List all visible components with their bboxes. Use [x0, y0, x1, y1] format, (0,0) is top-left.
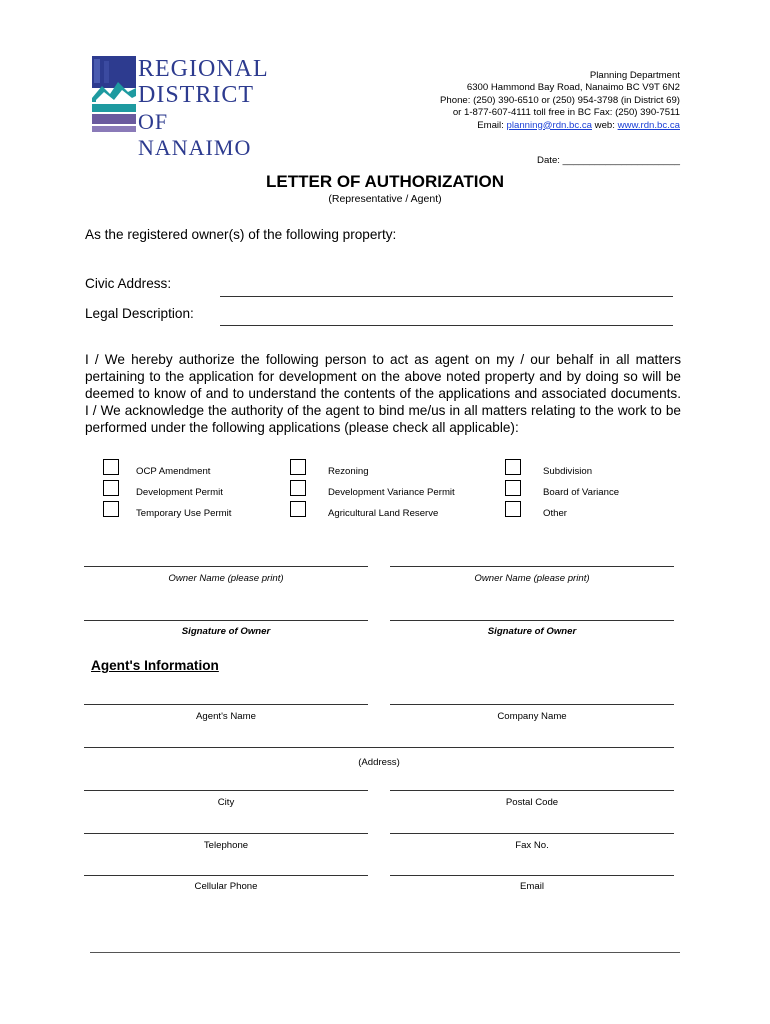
web-link[interactable]: www.rdn.bc.ca — [617, 119, 680, 131]
email-label: Email — [520, 881, 544, 892]
checkbox-rezoning[interactable] — [290, 459, 306, 475]
postal-code-label: Postal Code — [505, 797, 559, 808]
email-web-line — [440, 120, 680, 132]
label-board-of-variance: Board of Variance — [543, 487, 620, 498]
civic-address-label: Civic Address: — [85, 276, 172, 291]
email-line[interactable] — [390, 875, 674, 876]
owner-signature-line-1[interactable] — [84, 620, 368, 621]
document-subtitle: (Representative / Agent) — [328, 193, 442, 205]
company-name-label: Company Name — [497, 711, 567, 722]
intro-text: As the registered owner(s) of the following property: — [85, 227, 397, 242]
checkbox-temporary-use-permit[interactable] — [103, 501, 119, 517]
label-other: Other — [543, 508, 567, 519]
owner-name-line-2[interactable] — [390, 566, 674, 567]
tollfree-line: or 1-877-607-4111 toll free in BC Fax: (250) 390-7511 — [452, 107, 680, 119]
telephone-line[interactable] — [84, 833, 368, 834]
checkbox-ocp-amendment[interactable] — [103, 459, 119, 475]
phone-line: Phone: (250) 390-6510 or (250) 954-3798 (in District 69) — [440, 94, 680, 106]
fax-label: Fax No. — [515, 840, 549, 851]
checkbox-agricultural-land-reserve[interactable] — [290, 501, 306, 517]
contact-block — [440, 70, 680, 132]
address-label: (Address) — [358, 757, 400, 768]
agent-name-line[interactable] — [84, 704, 368, 705]
logo-line-regional: REGIONAL — [138, 56, 269, 82]
logo-line-district: DISTRICT — [138, 82, 254, 108]
date-field[interactable]: Date: ______________________ — [537, 155, 680, 166]
fax-line[interactable] — [390, 833, 674, 834]
agents-information-heading: Agent's Information — [91, 658, 219, 673]
civic-address-line[interactable] — [220, 296, 673, 297]
web-label: web: — [594, 119, 615, 131]
city-label: City — [217, 797, 235, 808]
label-development-permit: Development Permit — [136, 487, 223, 498]
label-development-variance-permit: Development Variance Permit — [328, 487, 455, 498]
owner-signature-label-1: Signature of Owner — [181, 626, 271, 637]
rdn-logo-mark — [92, 56, 136, 134]
label-ocp-amendment: OCP Amendment — [136, 466, 211, 477]
logo-line-nanaimo: OF NANAIMO — [138, 109, 252, 160]
owner-name-label-2: Owner Name (please print) — [474, 573, 590, 584]
company-name-line[interactable] — [390, 704, 674, 705]
office-address: 6300 Hammond Bay Road, Nanaimo BC V9T 6N2 — [466, 82, 680, 94]
owner-signature-line-2[interactable] — [390, 620, 674, 621]
checkbox-board-of-variance[interactable] — [505, 480, 521, 496]
footer-divider — [90, 952, 680, 953]
label-rezoning: Rezoning — [328, 466, 369, 477]
legal-description-label: Legal Description: — [85, 306, 194, 321]
telephone-label: Telephone — [203, 840, 249, 851]
postal-code-line[interactable] — [390, 790, 674, 791]
owner-name-line-1[interactable] — [84, 566, 368, 567]
legal-description-line[interactable] — [220, 325, 673, 326]
checkbox-subdivision[interactable] — [505, 459, 521, 475]
email-link[interactable]: planning@rdn.bc.ca — [506, 119, 592, 131]
email-label: Email: — [477, 119, 504, 131]
department-name: Planning Department — [589, 70, 680, 81]
authorization-paragraph: I / We hereby authorize the following person to act as agent on my / our behalf in all matters pertaining to the application for development on the above noted property and by doing so will be deemed to know of and to understand the contents of the applications and associated documents. I / We acknowledge the authority of the agent to bind me/us in all matters relating to the work to be performed under the following applications (please check all applicable): — [85, 352, 681, 435]
owner-signature-label-2: Signature of Owner — [487, 626, 577, 637]
document-title: LETTER OF AUTHORIZATION — [266, 172, 504, 191]
checkbox-other[interactable] — [505, 501, 521, 517]
address-line[interactable] — [84, 747, 674, 748]
checkbox-development-permit[interactable] — [103, 480, 119, 496]
checkbox-development-variance-permit[interactable] — [290, 480, 306, 496]
agent-name-label: Agent's Name — [196, 711, 256, 722]
city-line[interactable] — [84, 790, 368, 791]
label-temporary-use-permit: Temporary Use Permit — [136, 508, 232, 519]
cellular-phone-label: Cellular Phone — [194, 881, 258, 892]
cellular-phone-line[interactable] — [84, 875, 368, 876]
owner-name-label-1: Owner Name (please print) — [168, 573, 284, 584]
label-agricultural-land-reserve: Agricultural Land Reserve — [328, 508, 439, 519]
label-subdivision: Subdivision — [543, 466, 593, 477]
rdn-logo — [92, 56, 272, 160]
